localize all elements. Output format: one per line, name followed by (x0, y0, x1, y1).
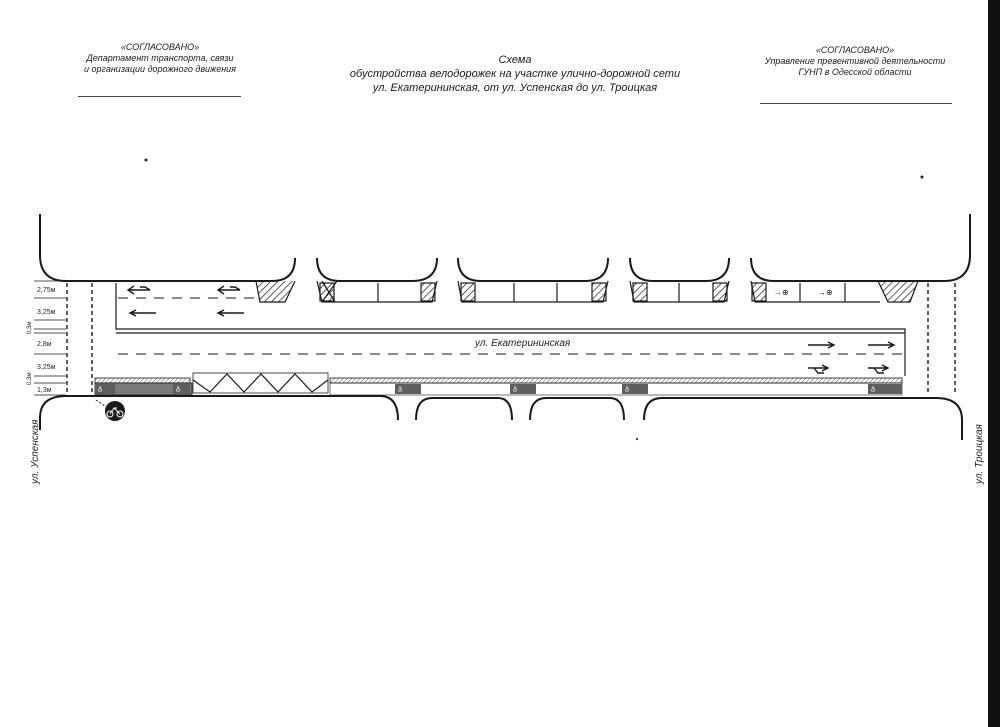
lane-width-label: 2,8м (37, 341, 52, 348)
svg-text:ð: ð (625, 387, 629, 394)
lane-width-dimensions (34, 281, 66, 395)
svg-text:ð: ð (176, 387, 180, 394)
south-curb (40, 396, 962, 440)
north-curb (40, 214, 970, 281)
svg-text:ð: ð (398, 387, 402, 394)
svg-text:ð: ð (98, 387, 102, 394)
approval-left-heading: «СОГЛАСОВАНО» (120, 42, 200, 52)
parking-symbol-icon: →⊕ (818, 288, 833, 297)
lane-width-label: 0,3м (27, 321, 33, 334)
title-line3: ул. Екатерининская, от ул. Успенская до ул. Троицкая (372, 82, 658, 94)
westbound-arrows (128, 286, 244, 316)
lane-width-label: 2,75м (37, 287, 56, 294)
bicycle-sign-icon (96, 400, 125, 421)
approval-right-heading: «СОГЛАСОВАНО» (815, 45, 895, 55)
parking-pictograms (774, 288, 833, 297)
svg-text:ð: ð (513, 387, 517, 394)
lane-width-label: 1,3м (37, 387, 52, 394)
svg-text:ð: ð (871, 387, 875, 394)
lane-width-label: 0,3м (27, 372, 33, 385)
scan-dot (921, 176, 924, 179)
scan-dot (636, 438, 638, 440)
approval-left-line1: Департамент транспорта, связи (86, 53, 234, 63)
title-line2: обустройства велодорожек на участке улично-дорожной сети (349, 68, 681, 80)
approval-right-line1: Управление превентивной деятельности (764, 56, 946, 66)
title-line1: Схема (498, 54, 532, 66)
street-label-right: ул. Троицкая (974, 424, 985, 484)
parking-symbol-icon: →⊕ (774, 288, 789, 297)
eastbound-arrows (808, 342, 894, 373)
approval-right-line2: ГУНП в Одесской области (798, 67, 912, 77)
street-label-left: ул. Успенская (30, 419, 41, 484)
lane-width-label: 3,25м (37, 309, 56, 316)
scan-dot (145, 159, 148, 162)
street-label-main: ул. Екатерининская (475, 338, 571, 349)
lane-width-label: 3,25м (37, 364, 56, 371)
approval-left-line2: и организации дорожного движения (84, 64, 236, 74)
